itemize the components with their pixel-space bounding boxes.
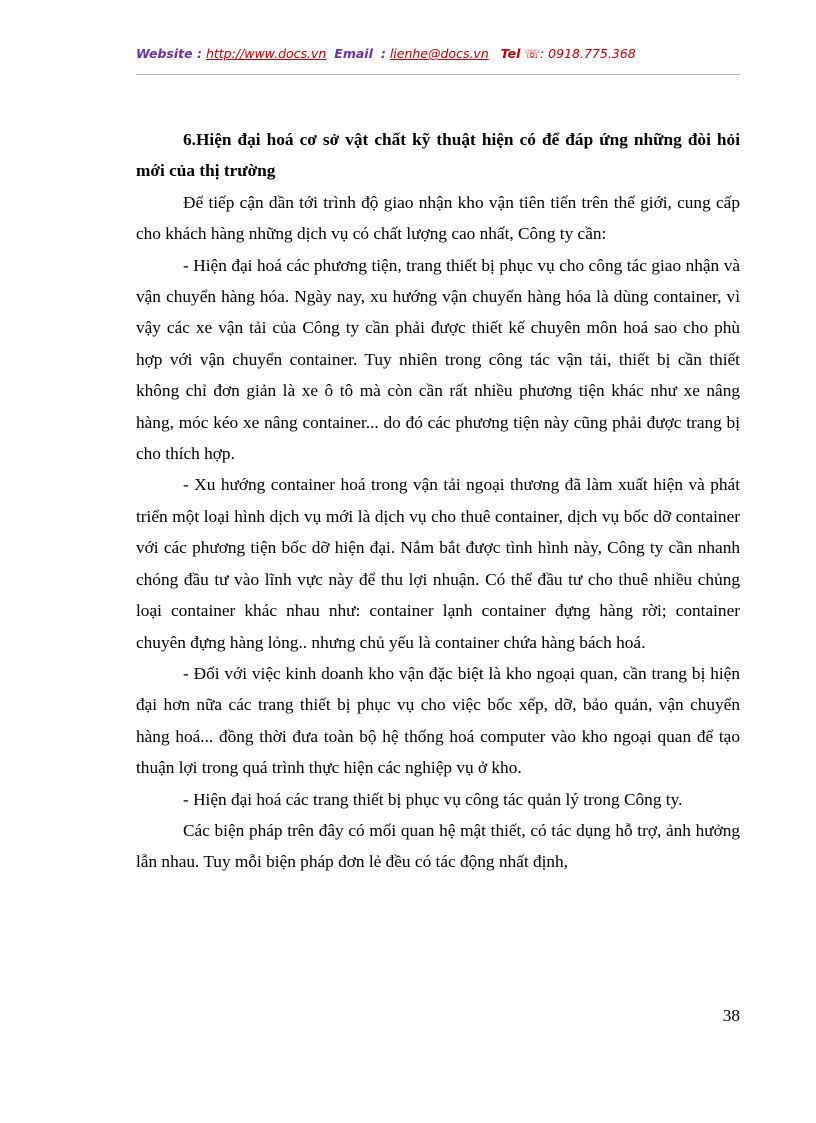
- website-link[interactable]: http://www.docs.vn: [205, 46, 327, 61]
- paragraph: Các biện pháp trên đây có mối quan hệ mật thiết, có tác dụng hỗ trợ, ảnh hưởng lẫn nhau. Tuy mỗi biện pháp đơn lẻ đều có tác động nhất định,: [136, 820, 740, 872]
- document-body: [136, 124, 740, 878]
- email-label: Email: [334, 46, 373, 61]
- paragraph: - Đối với việc kinh doanh kho vận đặc biệt là kho ngoại quan, cần trang bị hiện đại hơn nữa các trang thiết bị phục vụ cho việc bốc xếp, dỡ, bảo quản, vận chuyển hàng hoá... đồng thời đưa toàn bộ hệ thống hoá computer vào kho ngoại quan để tạo thuận lợi trong quá trình thực hiện các nghiệp vụ ở kho.: [136, 663, 740, 778]
- page-number: 38: [722, 1006, 740, 1025]
- tel-value: : 0918.775.368: [539, 46, 636, 61]
- page-header: [136, 46, 756, 61]
- section-heading: 6.Hiện đại hoá cơ sở vật chất kỹ thuật hiện có để đáp ứng những đòi hỏi mới của thị trường: [136, 130, 740, 181]
- email-separator: :: [380, 46, 386, 61]
- phone-icon: ☏: [524, 46, 540, 61]
- website-label: Website :: [136, 46, 202, 61]
- paragraph: Để tiếp cận dần tới trình độ giao nhận kho vận tiên tiến trên thế giới, cung cấp cho khách hàng những dịch vụ có chất lượng cao nhất, Công ty cần:: [136, 192, 740, 244]
- email-link[interactable]: lienhe@docs.vn: [389, 46, 489, 61]
- paragraph: - Xu hướng container hoá trong vận tải ngoại thương đã làm xuất hiện và phát triển một loại hình dịch vụ mới là dịch vụ cho thuê container, dịch vụ bốc dỡ container với các phương tiện bốc dỡ hiện đại. Nắm bắt được tình hình này, Công ty cần nhanh chóng đầu tư vào lĩnh vực này để thu lợi nhuận. Có thể đầu tư cho thuê nhiều chủng loại container khác nhau như: container lạnh container đựng hàng rời; container chuyên đựng hàng lỏng.. nhưng chủ yếu là container chứa hàng bách hoá.: [136, 475, 740, 652]
- header-divider: [136, 74, 740, 75]
- paragraph: - Hiện đại hoá các trang thiết bị phục vụ công tác quản lý trong Công ty.: [183, 789, 683, 809]
- tel-label: Tel: [500, 46, 521, 61]
- paragraph: - Hiện đại hoá các phương tiện, trang thiết bị phục vụ cho công tác giao nhận và vận chuyển hàng hóa. Ngày nay, xu hướng vận chuyển hàng hóa là dùng container, vì vậy các xe vận tải của Công ty cần phải được thiết kế chuyên môn hoá sao cho phù hợp với vận chuyển container. Tuy nhiên trong công tác vận tải, thiết bị cần thiết không chỉ đơn giản là xe ô tô mà còn cần rất nhiều phương tiện khác như xe nâng hàng, móc kéo xe nâng container... do đó các phương tiện này cũng phải được trang bị cho thích hợp.: [136, 255, 740, 464]
